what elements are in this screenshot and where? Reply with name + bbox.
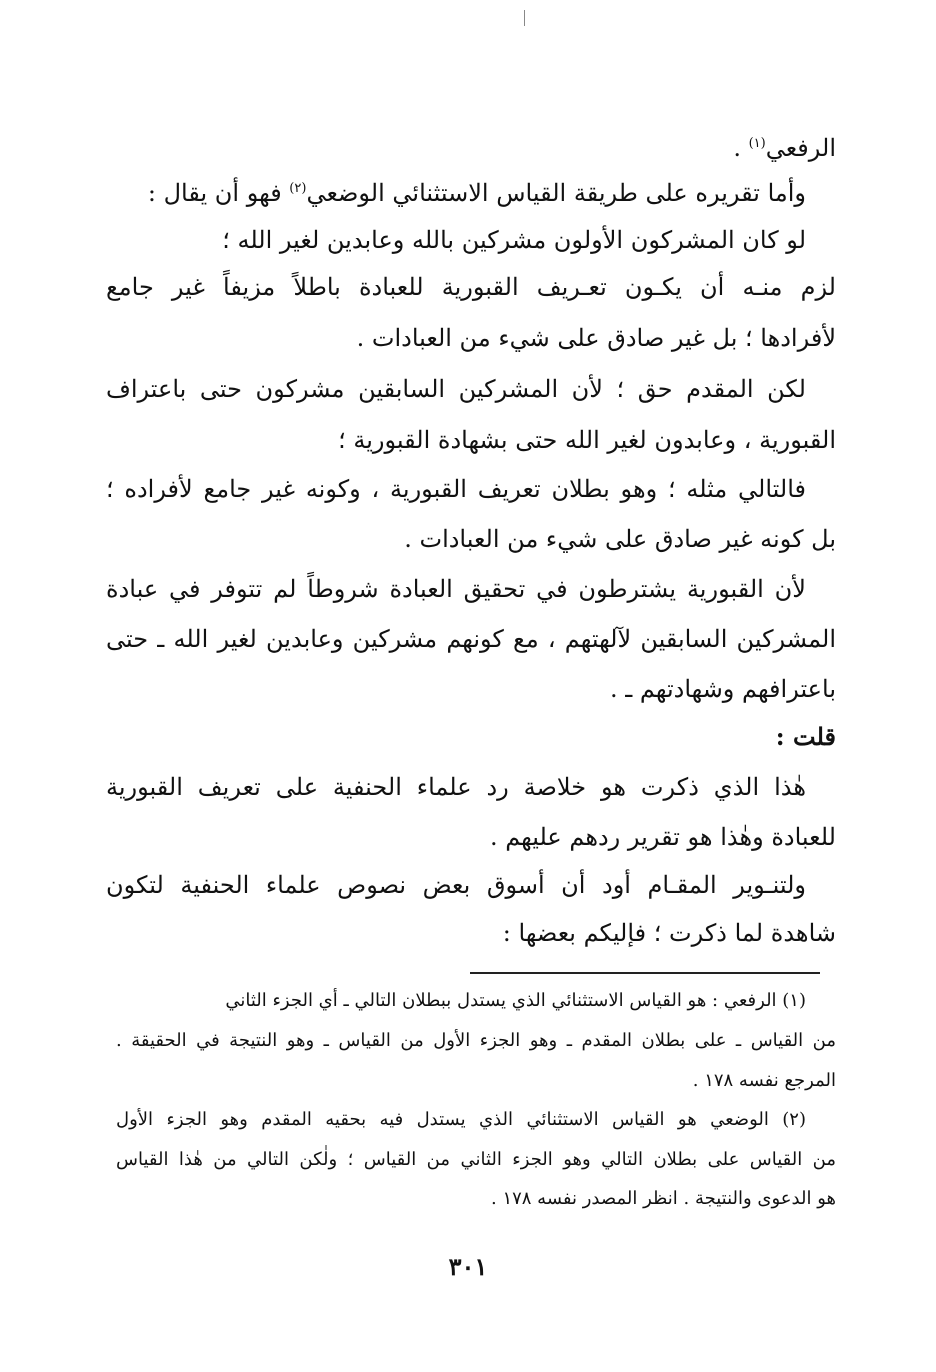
page-edge-mark — [524, 10, 525, 26]
footnote-line-1: (١) الرفعي : هو القياس الاستثنائي الذي يستدل ببطلان التالي ـ أي الجزء الثاني — [225, 990, 806, 1011]
body-line-16: ولتنـوير المقـام أود أن أسوق بعض نصوص علماء الحنفية لتكون — [106, 871, 806, 899]
body-line-15: للعبادة وهٰذا هو تقرير ردهم عليهم . — [489, 823, 836, 851]
body-line-10: لأن القبورية يشترطون في تحقيق العبادة شروطاً لم تتوفر في عبادة — [106, 575, 806, 603]
footnote-divider — [470, 972, 820, 974]
body-line-3: لو كان المشركون الأولون مشركين بالله وعابدين لغير الله ؛ — [222, 226, 806, 254]
body-line-2: وأما تقريره على طريقة القياس الاستثنائي الوضعي$^{(٢)}$ فهو أن يقال : — [147, 179, 806, 207]
footnote-line-4: (٢) الوضعي هو القياس الاستثنائي الذي يستدل فيه بحقيه المقدم وهو الجزء الأول — [116, 1109, 806, 1130]
section-heading-qult: قلت : — [775, 722, 836, 751]
footnote-line-5: من القياس على بطلان التالي وهو الجزء الثاني من القياس ؛ ولٰكن التالي من هٰذا القياس — [116, 1149, 836, 1170]
body-line-1: الرفعي$^{(١)}$ . — [733, 134, 836, 162]
footnote-line-3: المرجع نفسه ١٧٨ . — [692, 1070, 836, 1091]
footnote-line-6: هو الدعوى والنتيجة . انظر المصدر نفسه ١٧٨ . — [490, 1188, 836, 1209]
footnote-ref-1: (١) — [748, 136, 766, 151]
body-line-11: المشركين السابقين لآلهتهم ، مع كونهم مشركين وعابدين لغير الله ـ حتى — [106, 625, 836, 653]
body-line-12: باعترافهم وشهادتهم ـ . — [610, 675, 836, 703]
footnote-ref-2: (٢) — [289, 181, 307, 196]
body-line-8: فالتالي مثله ؛ وهو بطلان تعريف القبورية ، وكونه غير جامع لأفراده ؛ — [106, 475, 806, 503]
body-line-6: لكن المقدم حق ؛ لأن المشركين السابقين مشركون حتى باعتراف — [106, 375, 806, 403]
body-line-4: لزم منـه أن يكـون تعـريف القبورية للعبادة باطلاً مزيفاً غير جامع — [106, 273, 836, 301]
body-line-14: هٰذا الذي ذكرت هو خلاصة رد علماء الحنفية على تعريف القبورية — [106, 773, 806, 801]
body-line-7: القبورية ، وعابدون لغير الله حتى بشهادة القبورية ؛ — [338, 426, 836, 454]
page-number: ٣٠١ — [448, 1252, 488, 1281]
body-line-17: شاهدة لما ذكرت ؛ فإليكم بعضها : — [502, 919, 836, 947]
body-line-9: بل كونه غير صادق على شيء من العبادات . — [404, 525, 836, 553]
body-line-5: لأفرادها ؛ بل غير صادق على شيء من العبادات . — [356, 324, 836, 352]
footnote-line-2: من القياس ـ على بطلان المقدم ـ وهو الجزء الأول من القياس ـ وهو النتيجة في الحقيقة . — [116, 1030, 836, 1051]
